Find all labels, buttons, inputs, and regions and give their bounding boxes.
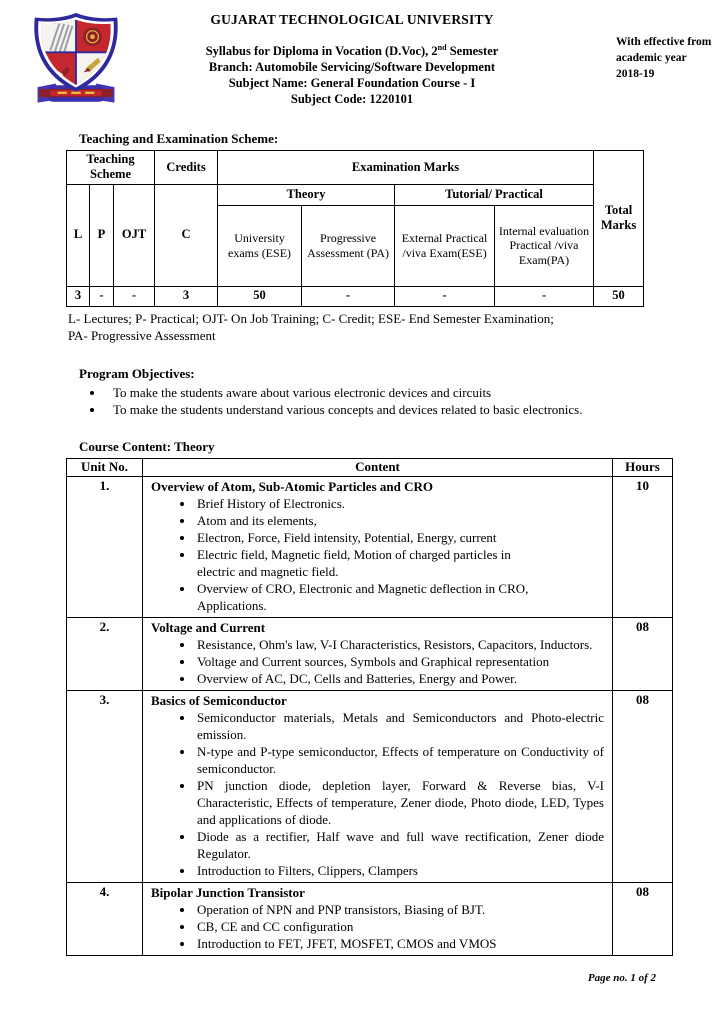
unit-number: 4. <box>67 882 143 955</box>
internal-evaluation-header: Internal evaluation Practical /viva Exam(PA) <box>495 205 594 286</box>
topic-item: • Overview of CRO, Electronic and Magnetic deflection in CRO, Applications. <box>195 580 547 614</box>
page-number: Page no. 1 of 2 <box>587 971 656 984</box>
total-marks-value: 50 <box>594 286 644 306</box>
table-row <box>67 882 673 955</box>
external-practical-header: External Practical /viva Exam(ESE) <box>395 205 495 286</box>
document-header <box>0 0 724 116</box>
unit-no-column-header: Unit No. <box>67 458 143 476</box>
semester-ordinal-sup: nd <box>437 43 447 52</box>
hours-column-header: Hours <box>613 458 673 476</box>
subject-name-line: Subject Name: General Foundation Course - I <box>228 76 476 91</box>
objective-item: • To make the students aware about various electronic devices and circuits <box>105 384 589 402</box>
practical-value: - <box>90 286 114 306</box>
program-objectives-heading: Program Objectives: <box>79 365 195 381</box>
ojt-col-header: OJT <box>114 184 155 286</box>
pa-marks-value: - <box>302 286 395 306</box>
syllabus-line <box>132 40 572 59</box>
topic-item: • Resistance, Ohm's law, V-I Characteristics, Resistors, Capacitors, Inductors. <box>195 636 604 653</box>
internal-marks-value: - <box>495 286 594 306</box>
topic-item: • N-type and P-type semiconductor, Effects of temperature on Conductivity of semiconductor. <box>195 743 604 777</box>
topic-item: • Voltage and Current sources, Symbols and Graphical representation <box>195 653 604 670</box>
syllabus-line-prefix: Syllabus for Diploma in Vocation (D.Voc), 2 <box>205 44 438 59</box>
ojt-value: - <box>114 286 155 306</box>
examination-marks-header: Examination Marks <box>218 151 594 185</box>
credit-col-header: C <box>155 184 218 286</box>
unit-hours: 08 <box>613 882 673 955</box>
unit-title: Bipolar Junction Transistor <box>151 884 305 900</box>
unit-topic-list <box>151 901 604 952</box>
lectures-col-header: L <box>67 184 90 286</box>
unit-content <box>143 882 613 955</box>
topic-item: • Brief History of Electronics. <box>195 495 547 512</box>
topic-item: • CB, CE and CC configuration <box>195 918 604 935</box>
topic-item: • Electric field, Magnetic field, Motion of charged particles in electric and magnetic field. <box>195 546 547 580</box>
subject-code-line: Subject Code: 1220101 <box>290 92 414 107</box>
unit-topic-list <box>151 709 604 879</box>
credits-header: Credits <box>155 151 218 185</box>
objective-item: • To make the students understand various concepts and devices related to basic electronics. <box>105 401 589 419</box>
unit-number: 1. <box>67 476 143 617</box>
unit-content <box>143 617 613 690</box>
unit-content <box>143 476 613 617</box>
topic-item: • Diode as a rectifier, Half wave and full wave rectification, Zener diode Regulator. <box>195 828 604 862</box>
unit-topic-list <box>151 636 604 687</box>
unit-hours: 10 <box>613 476 673 617</box>
gtu-crest-icon <box>30 12 122 110</box>
credits-value: 3 <box>155 286 218 306</box>
topic-item: • PN junction diode, depletion layer, Forward & Reverse bias, V-I Characteristic, Effects of temperature, Zener diode, Photo diode, LED, Types and applications of diode. <box>195 777 604 828</box>
table-row <box>67 476 673 617</box>
unit-title: Overview of Atom, Sub-Atomic Particles and CRO <box>151 478 433 494</box>
tutorial-practical-header: Tutorial/ Practical <box>395 184 594 205</box>
unit-number: 3. <box>67 690 143 882</box>
branch-line: Branch: Automobile Servicing/Software Development <box>208 60 496 75</box>
content-column-header: Content <box>143 458 613 476</box>
header-title-block <box>132 12 572 107</box>
gtu-university-logo <box>30 12 122 110</box>
topic-item: • Atom and its elements, <box>195 512 547 529</box>
lectures-value: 3 <box>67 286 90 306</box>
unit-hours: 08 <box>613 690 673 882</box>
syllabus-line-suffix: Semester <box>446 44 499 59</box>
total-marks-header: Total Marks <box>594 151 644 287</box>
unit-title: Basics of Semiconductor <box>151 692 287 708</box>
topic-item: • Operation of NPN and PNP transistors, Biasing of BJT. <box>195 901 604 918</box>
external-marks-value: - <box>395 286 495 306</box>
unit-content <box>143 690 613 882</box>
course-table-header-row <box>67 458 673 476</box>
program-objectives-list <box>79 384 589 419</box>
theory-header: Theory <box>218 184 395 205</box>
course-content-table <box>66 458 673 956</box>
table-row <box>67 617 673 690</box>
topic-item: • Semiconductor materials, Metals and Semiconductors and Photo-electric emission. <box>195 709 604 743</box>
university-exams-header: University exams (ESE) <box>218 205 302 286</box>
topic-item: • Electron, Force, Field intensity, Potential, Energy, current <box>195 529 547 546</box>
footnote-line-1: L- Lectures; P- Practical; OJT- On Job Training; C- Credit; ESE- End Semester Examination; <box>68 310 554 326</box>
exam-scheme-table <box>66 150 644 307</box>
ese-marks-value: 50 <box>218 286 302 306</box>
effective-from-note: With effective from academic year 2018-19 <box>616 36 712 80</box>
topic-item: • Overview of AC, DC, Cells and Batteries, Energy and Power. <box>195 670 604 687</box>
university-name: GUJARAT TECHNOLOGICAL UNIVERSITY <box>210 12 494 27</box>
document-body <box>66 131 676 984</box>
unit-title: Voltage and Current <box>151 619 266 635</box>
footnote-line-2: PA- Progressive Assessment <box>68 327 216 343</box>
table-row <box>67 690 673 882</box>
teaching-scheme-header: Teaching Scheme <box>67 151 155 185</box>
topic-item: • Introduction to FET, JFET, MOSFET, CMOS and VMOS <box>195 935 604 952</box>
unit-topic-list <box>151 495 604 614</box>
abbreviations-footnote <box>68 310 676 344</box>
topic-item: • Introduction to Filters, Clippers, Clampers <box>195 862 604 879</box>
exam-scheme-heading: Teaching and Examination Scheme: <box>79 131 279 146</box>
progressive-assessment-header: Progressive Assessment (PA) <box>302 205 395 286</box>
unit-number: 2. <box>67 617 143 690</box>
unit-hours: 08 <box>613 617 673 690</box>
practical-col-header: P <box>90 184 114 286</box>
course-content-heading: Course Content: Theory <box>79 438 215 454</box>
